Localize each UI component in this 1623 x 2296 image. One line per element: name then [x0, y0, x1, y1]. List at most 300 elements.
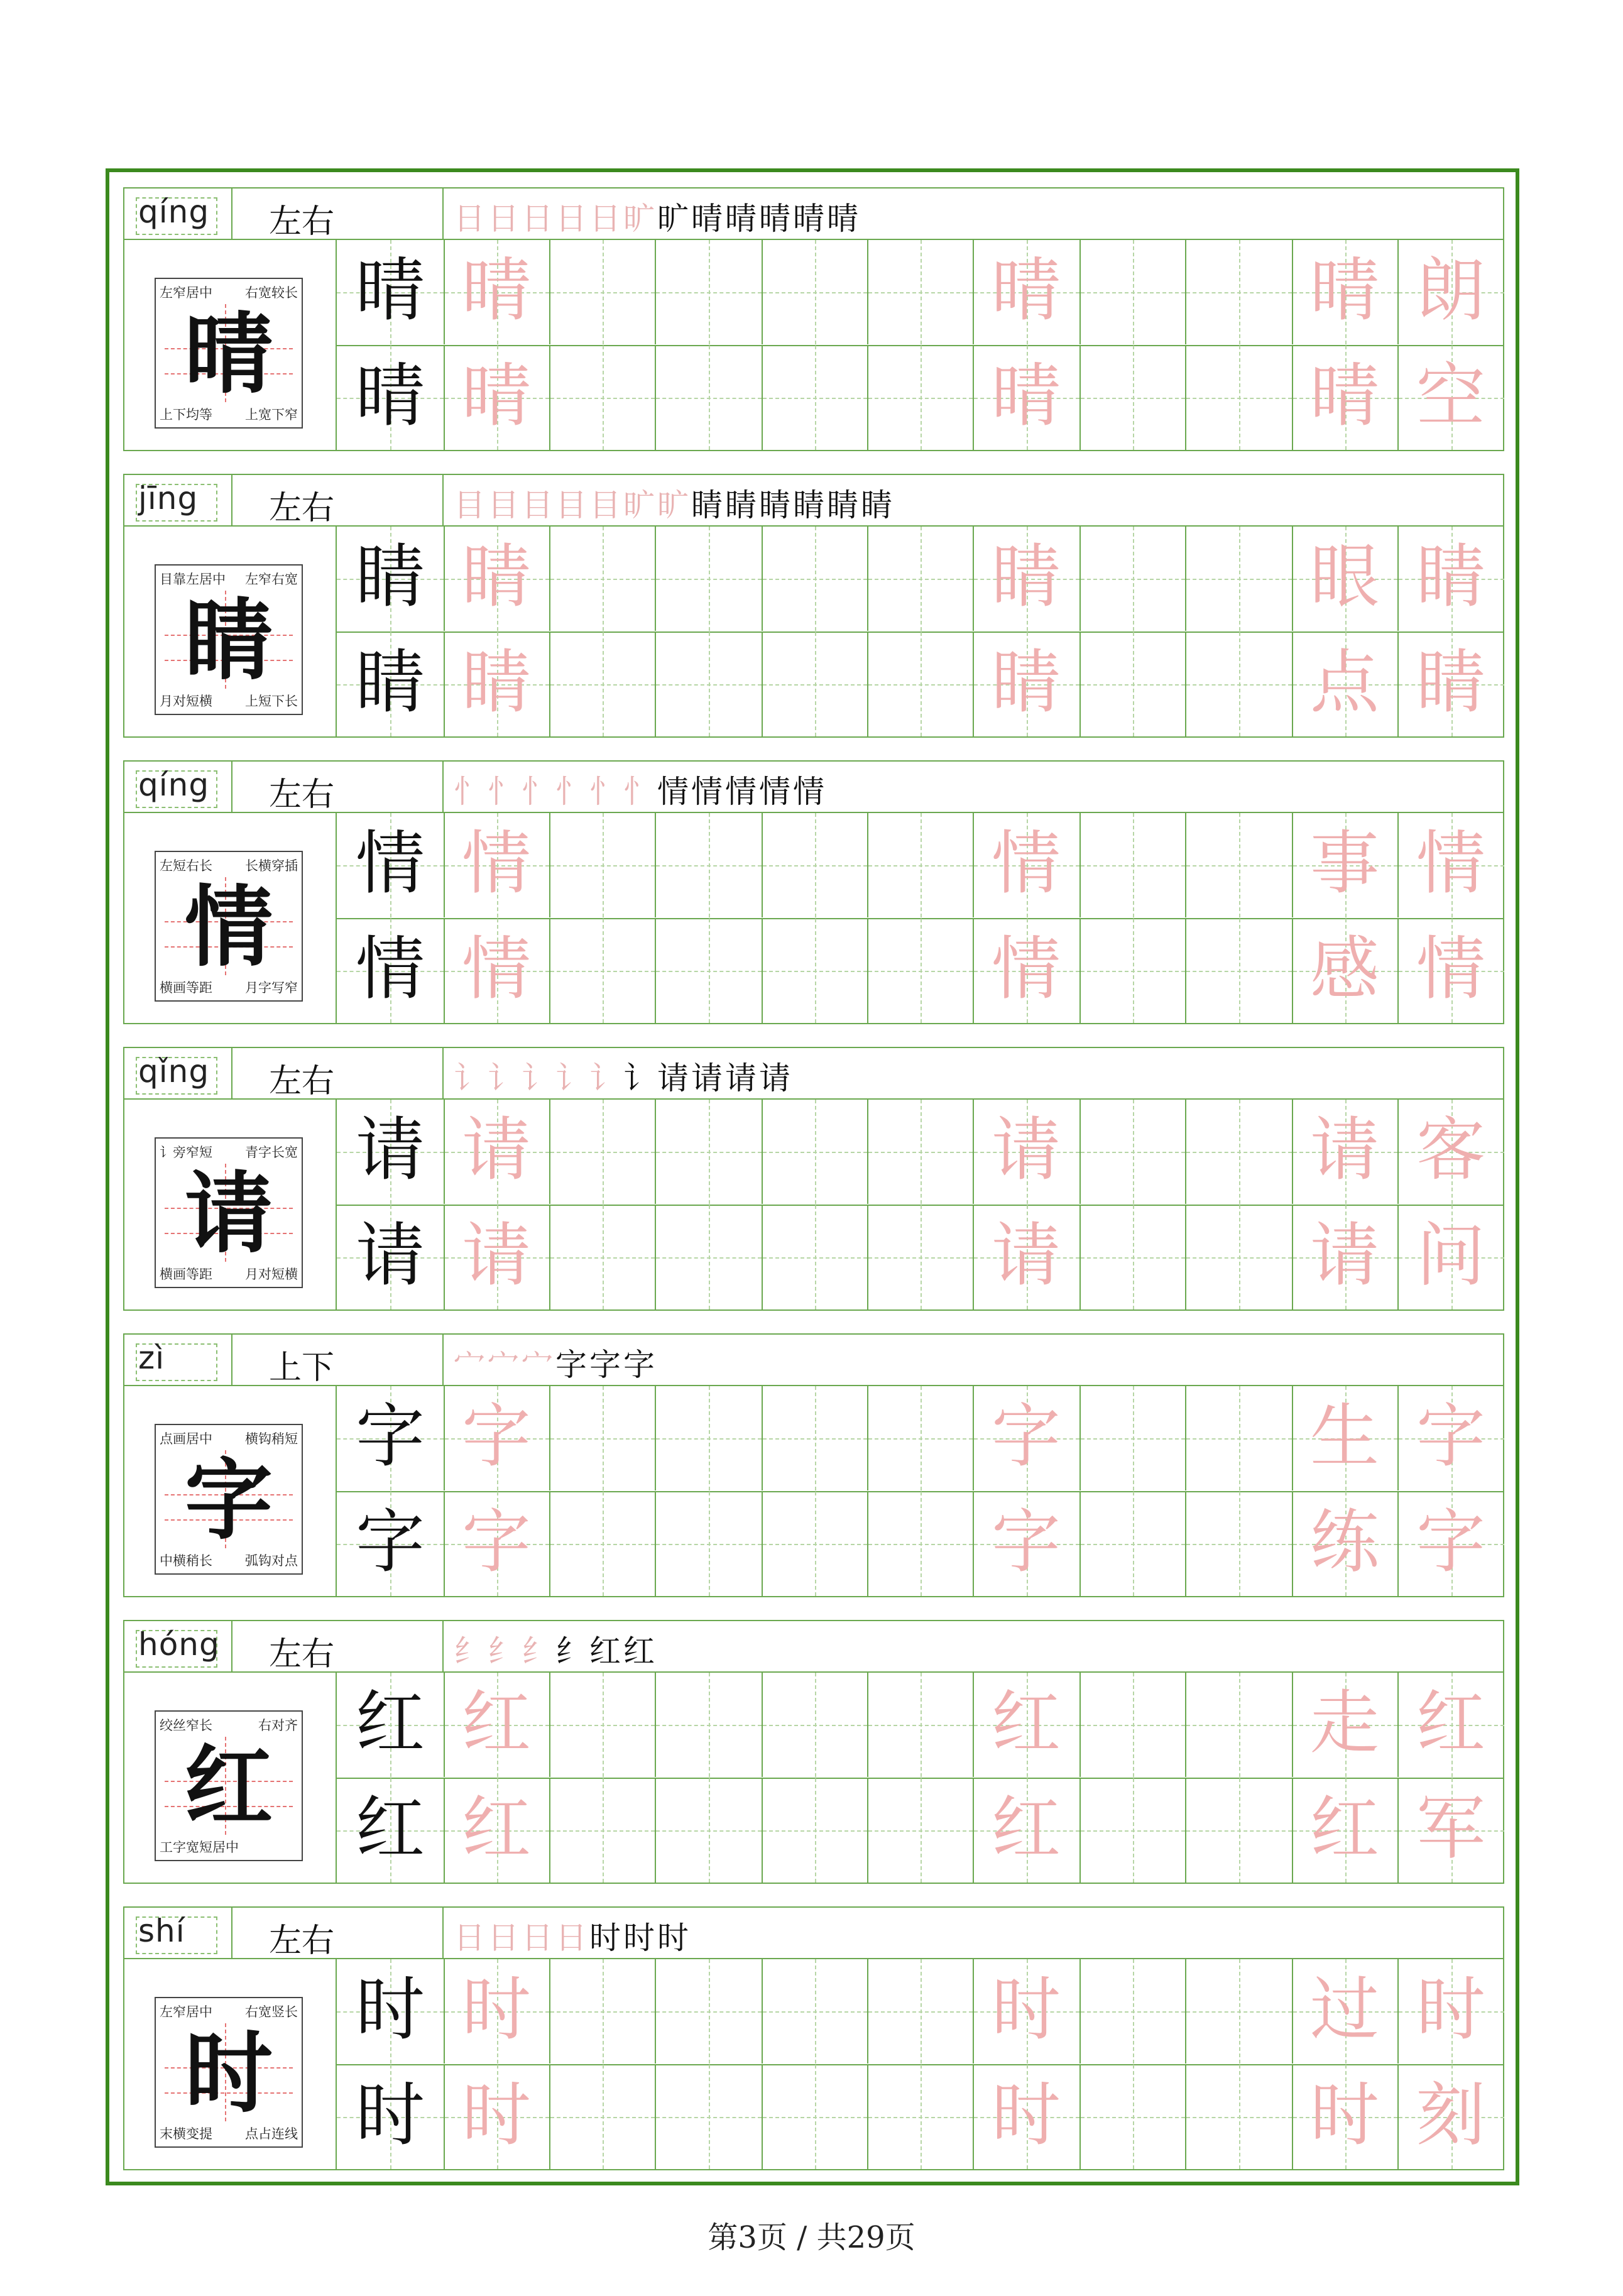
- character-block: [123, 1047, 1504, 1311]
- stroke-step: 晴: [759, 200, 793, 237]
- grid-cell: [1079, 1100, 1185, 1204]
- stroke-step: 宀: [522, 1347, 555, 1383]
- grid-cell: [762, 1673, 867, 1777]
- example-char: 请: [184, 1162, 273, 1266]
- word-char-2: 问: [1416, 1215, 1485, 1296]
- tip-top-right: 右宽较长: [245, 285, 298, 300]
- grid-cell: [1079, 240, 1185, 344]
- grid-cell: [867, 1386, 973, 1490]
- tip-bottom-left: 工字宽短居中: [160, 1840, 239, 1855]
- grid-cell: [655, 346, 762, 450]
- practice-row: [337, 1205, 1504, 1310]
- stroke-step: 纟: [488, 1633, 522, 1670]
- stroke-step: 睛: [861, 487, 895, 523]
- grid-cell: [655, 632, 762, 736]
- stroke-step: 忄: [522, 774, 555, 810]
- stroke-step: 日: [522, 200, 555, 237]
- model-char: 情: [356, 929, 425, 1009]
- block-header: [123, 1333, 1504, 1386]
- stroke-step: 日: [454, 200, 488, 237]
- tip-top-left: 绞丝窄长: [160, 1718, 212, 1733]
- structure-label: 左右: [269, 203, 335, 241]
- trace-char: 红: [992, 1788, 1061, 1869]
- word-char-2: 朗: [1416, 250, 1485, 331]
- trace-char: 晴: [992, 250, 1061, 331]
- grid-cell: [549, 2065, 655, 2169]
- model-char: 字: [356, 1502, 425, 1582]
- stroke-step: 旷: [623, 487, 657, 523]
- example-cell: [124, 1100, 337, 1309]
- word-char-2: 字: [1416, 1502, 1485, 1582]
- grid-cell: [1079, 527, 1185, 631]
- trace-char: 情: [992, 929, 1061, 1009]
- grid-cell: [549, 240, 655, 344]
- grid-cell: [549, 1959, 655, 2064]
- example-char: 字: [184, 1449, 273, 1552]
- pinyin: qíng: [138, 767, 210, 803]
- grid-cell: [549, 1778, 655, 1883]
- trace-char: 字: [462, 1502, 531, 1582]
- stroke-order: [454, 480, 895, 525]
- word-char-2: 情: [1416, 929, 1485, 1009]
- trace-char: 晴: [462, 356, 531, 436]
- stroke-step: 旷: [623, 200, 657, 237]
- practice-row: [337, 1673, 1504, 1779]
- trace-char: 字: [992, 1396, 1061, 1477]
- example-cell: [124, 1673, 337, 1883]
- model-char: 晴: [356, 356, 425, 436]
- trace-char: 红: [462, 1683, 531, 1763]
- stroke-step: 讠: [623, 1060, 657, 1096]
- example-cell: [124, 813, 337, 1023]
- grid-cell: [867, 1673, 973, 1777]
- grid-cell: [1185, 1492, 1292, 1596]
- practice-row: [337, 919, 1504, 1024]
- stroke-step: 目: [555, 487, 589, 523]
- stroke-step: 日: [488, 1920, 522, 1956]
- grid-cell: [549, 1386, 655, 1490]
- word-char-2: 刻: [1416, 2075, 1485, 2155]
- stroke-step: 情: [657, 774, 691, 810]
- stroke-step: 时: [657, 1920, 691, 1956]
- block-header: [123, 187, 1504, 240]
- tip-bottom-left: 横画等距: [160, 980, 212, 995]
- grid-cell: [655, 1673, 762, 1777]
- model-char: 请: [356, 1215, 425, 1296]
- pinyin: qǐng: [138, 1053, 210, 1090]
- grid-cell: [1185, 527, 1292, 631]
- trace-char: 时: [992, 1969, 1061, 2050]
- stroke-order: [454, 767, 827, 812]
- stroke-step: 忄: [454, 774, 488, 810]
- grid-cell: [1079, 813, 1185, 917]
- stroke-step: 字: [623, 1347, 657, 1383]
- word-char-2: 空: [1416, 356, 1485, 436]
- tip-bottom-right: 弧钩对点: [245, 1553, 298, 1568]
- grid-cell: [1079, 2065, 1185, 2169]
- pinyin: shí: [138, 1913, 185, 1949]
- grid-cell: [1079, 1492, 1185, 1596]
- grid-cell: [867, 346, 973, 450]
- word-char-1: 感: [1310, 929, 1379, 1009]
- grid-cell: [762, 240, 867, 344]
- grid-cell: [1079, 1205, 1185, 1309]
- word-char-1: 请: [1310, 1215, 1379, 1296]
- trace-char: 晴: [462, 250, 531, 331]
- trace-char: 请: [462, 1215, 531, 1296]
- writing-tip-card: [155, 1137, 303, 1288]
- practice-row: [337, 1492, 1504, 1597]
- grid-cell: [1185, 1959, 1292, 2064]
- grid-cell: [1185, 1100, 1292, 1204]
- grid-cell: [762, 1778, 867, 1883]
- tip-bottom-left: 上下均等: [160, 407, 212, 422]
- stroke-step: 纟: [522, 1633, 555, 1670]
- stroke-step: 忄: [589, 774, 623, 810]
- grid-cell: [762, 919, 867, 1023]
- grid-cell: [655, 240, 762, 344]
- grid-cell: [762, 632, 867, 736]
- pinyin: jīng: [138, 480, 199, 517]
- grid-cell: [1079, 346, 1185, 450]
- trace-char: 时: [462, 2075, 531, 2155]
- word-char-2: 军: [1416, 1788, 1485, 1869]
- stroke-step: 晴: [691, 200, 725, 237]
- tip-top-left: 左窄居中: [160, 285, 212, 300]
- grid-cell: [549, 1492, 655, 1596]
- stroke-step: 时: [589, 1920, 623, 1956]
- trace-char: 睛: [462, 537, 531, 617]
- grid-cell: [549, 346, 655, 450]
- grid-cell: [762, 2065, 867, 2169]
- character-block: [123, 187, 1504, 451]
- grid-cell: [549, 1205, 655, 1309]
- grid-cell: [655, 813, 762, 917]
- practice-row: [337, 2065, 1504, 2170]
- grid-cell: [549, 527, 655, 631]
- stroke-step: 讠: [555, 1060, 589, 1096]
- tip-bottom-left: 中横稍长: [160, 1553, 212, 1568]
- stroke-step: 睛: [793, 487, 827, 523]
- tip-top-left: 左窄居中: [160, 2004, 212, 2020]
- stroke-step: 忄: [623, 774, 657, 810]
- structure-label: 左右: [269, 1922, 335, 1960]
- practice-grid: [123, 1959, 1504, 2170]
- structure-label: 上下: [269, 1349, 335, 1387]
- pinyin-cell: [124, 189, 232, 239]
- practice-grid: [123, 240, 1504, 451]
- example-char: 晴: [184, 303, 273, 406]
- trace-char: 请: [992, 1215, 1061, 1296]
- character-block: [123, 760, 1504, 1024]
- word-char-1: 红: [1310, 1788, 1379, 1869]
- grid-cell: [1079, 1778, 1185, 1883]
- example-char: 红: [184, 1736, 273, 1839]
- stroke-step: 宀: [454, 1347, 488, 1383]
- trace-char: 情: [992, 823, 1061, 904]
- tip-top-left: 目靠左居中: [160, 572, 226, 587]
- word-char-1: 走: [1310, 1683, 1379, 1763]
- example-cell: [124, 1959, 337, 2169]
- trace-char: 情: [462, 823, 531, 904]
- grid-cell: [549, 813, 655, 917]
- grid-cell: [867, 240, 973, 344]
- writing-tip-card: [155, 1997, 303, 2148]
- example-char: 睛: [184, 589, 273, 692]
- stroke-step: 日: [555, 200, 589, 237]
- model-char: 睛: [356, 642, 425, 723]
- pinyin-cell: [124, 1048, 232, 1098]
- model-char: 红: [356, 1683, 425, 1763]
- trace-char: 时: [462, 1969, 531, 2050]
- trace-char: 睛: [462, 642, 531, 723]
- stroke-step: 晴: [827, 200, 861, 237]
- grid-cell: [762, 1205, 867, 1309]
- tip-top-right: 右宽竖长: [245, 2004, 298, 2020]
- grid-cell: [867, 1100, 973, 1204]
- example-cell: [124, 240, 337, 450]
- stroke-step: 时: [623, 1920, 657, 1956]
- model-char: 字: [356, 1396, 425, 1477]
- stroke-step: 日: [488, 200, 522, 237]
- pinyin-cell: [124, 762, 232, 812]
- page-number: 第3页 / 共29页: [708, 2220, 915, 2255]
- practice-row: [337, 632, 1504, 737]
- stroke-order: [454, 1053, 793, 1098]
- word-char-1: 晴: [1310, 250, 1379, 331]
- writing-tip-card: [155, 851, 303, 1002]
- tip-bottom-left: 月对短横: [160, 694, 212, 709]
- practice-row: [337, 240, 1504, 346]
- stroke-step: 请: [759, 1060, 793, 1096]
- pinyin-cell: [124, 1908, 232, 1958]
- grid-cell: [655, 527, 762, 631]
- block-header: [123, 1906, 1504, 1959]
- grid-cell: [762, 1386, 867, 1490]
- block-header: [123, 1620, 1504, 1673]
- tip-bottom-right: 上短下长: [245, 694, 298, 709]
- tip-top-right: 左窄右宽: [245, 572, 298, 587]
- grid-cell: [655, 2065, 762, 2169]
- grid-cell: [655, 1778, 762, 1883]
- grid-cell: [1185, 2065, 1292, 2169]
- stroke-step: 讠: [589, 1060, 623, 1096]
- grid-cell: [762, 527, 867, 631]
- stroke-step: 纟: [454, 1633, 488, 1670]
- character-block: [123, 1906, 1504, 2170]
- stroke-step: 情: [793, 774, 827, 810]
- stroke-step: 旷: [657, 487, 691, 523]
- practice-row: [337, 813, 1504, 919]
- trace-char: 字: [992, 1502, 1061, 1582]
- trace-char: 睛: [992, 537, 1061, 617]
- block-header: [123, 760, 1504, 813]
- grid-cell: [1185, 1673, 1292, 1777]
- word-char-2: 情: [1416, 823, 1485, 904]
- stroke-step: 请: [657, 1060, 691, 1096]
- stroke-order: [454, 1340, 657, 1385]
- stroke-step: 字: [589, 1347, 623, 1383]
- tip-top-left: 讠旁窄短: [160, 1145, 212, 1160]
- practice-row: [337, 1959, 1504, 2065]
- model-char: 红: [356, 1788, 425, 1869]
- grid-cell: [1079, 1959, 1185, 2064]
- stroke-step: 讠: [488, 1060, 522, 1096]
- word-char-1: 练: [1310, 1502, 1379, 1582]
- structure-label: 左右: [269, 1063, 335, 1100]
- word-char-1: 生: [1310, 1396, 1379, 1477]
- stroke-step: 目: [522, 487, 555, 523]
- pinyin: hóng: [138, 1626, 220, 1663]
- grid-cell: [1185, 1205, 1292, 1309]
- structure-label: 左右: [269, 776, 335, 814]
- trace-char: 请: [992, 1110, 1061, 1190]
- practice-grid: [123, 813, 1504, 1024]
- trace-char: 字: [462, 1396, 531, 1477]
- stroke-step: 睛: [691, 487, 725, 523]
- grid-cell: [655, 1959, 762, 2064]
- practice-row: [337, 1386, 1504, 1492]
- pinyin: zì: [138, 1340, 165, 1376]
- stroke-step: 红: [623, 1633, 657, 1670]
- block-header: [123, 1047, 1504, 1100]
- word-char-2: 客: [1416, 1110, 1485, 1190]
- writing-tip-card: [155, 278, 303, 429]
- structure-label: 左右: [269, 1636, 335, 1673]
- tip-bottom-right: 月对短横: [245, 1267, 298, 1282]
- structure-label: 左右: [269, 489, 335, 527]
- stroke-step: 请: [691, 1060, 725, 1096]
- stroke-step: 睛: [827, 487, 861, 523]
- example-char: 情: [184, 876, 273, 979]
- practice-grid: [123, 1673, 1504, 1884]
- stroke-step: 日: [589, 200, 623, 237]
- practice-row: [337, 1778, 1504, 1883]
- tip-bottom-left: 横画等距: [160, 1267, 212, 1282]
- stroke-step: 忄: [555, 774, 589, 810]
- stroke-step: 讠: [454, 1060, 488, 1096]
- model-char: 情: [356, 823, 425, 904]
- tip-top-left: 点画居中: [160, 1431, 212, 1446]
- stroke-step: 晴: [793, 200, 827, 237]
- stroke-step: 情: [725, 774, 759, 810]
- grid-cell: [549, 1100, 655, 1204]
- character-block: [123, 1620, 1504, 1884]
- practice-row: [337, 527, 1504, 633]
- word-char-1: 眼: [1310, 537, 1379, 617]
- grid-cell: [867, 1778, 973, 1883]
- practice-grid: [123, 1100, 1504, 1311]
- stroke-order: [454, 194, 861, 239]
- stroke-step: 情: [759, 774, 793, 810]
- grid-cell: [1185, 632, 1292, 736]
- tip-top-left: 左短右长: [160, 858, 212, 873]
- grid-cell: [762, 1959, 867, 2064]
- block-header: [123, 474, 1504, 527]
- grid-cell: [1185, 813, 1292, 917]
- tip-bottom-right: 上宽下窄: [245, 407, 298, 422]
- grid-cell: [762, 346, 867, 450]
- grid-cell: [1185, 240, 1292, 344]
- character-block: [123, 474, 1504, 738]
- trace-char: 请: [462, 1110, 531, 1190]
- tip-top-right: 右对齐: [258, 1718, 298, 1733]
- word-char-2: 睛: [1416, 642, 1485, 723]
- pinyin-cell: [124, 475, 232, 525]
- grid-cell: [1185, 1386, 1292, 1490]
- word-char-1: 点: [1310, 642, 1379, 723]
- stroke-step: 纟: [555, 1633, 589, 1670]
- pinyin: qíng: [138, 194, 210, 230]
- grid-cell: [867, 813, 973, 917]
- grid-cell: [867, 632, 973, 736]
- tip-bottom-right: 月字写窄: [245, 980, 298, 995]
- stroke-step: 忄: [488, 774, 522, 810]
- grid-cell: [1185, 1778, 1292, 1883]
- writing-tip-card: [155, 1424, 303, 1575]
- tip-bottom-left: 末横变提: [160, 2126, 212, 2141]
- practice-row: [337, 346, 1504, 451]
- grid-cell: [867, 1205, 973, 1309]
- practice-grid: [123, 1386, 1504, 1597]
- tip-top-right: 长横穿插: [245, 858, 298, 873]
- grid-cell: [549, 919, 655, 1023]
- trace-char: 情: [462, 929, 531, 1009]
- stroke-step: 请: [725, 1060, 759, 1096]
- trace-char: 时: [992, 2075, 1061, 2155]
- trace-char: 晴: [992, 356, 1061, 436]
- trace-char: 红: [992, 1683, 1061, 1763]
- word-char-2: 睛: [1416, 537, 1485, 617]
- grid-cell: [1079, 919, 1185, 1023]
- grid-cell: [1079, 1673, 1185, 1777]
- stroke-step: 情: [691, 774, 725, 810]
- model-char: 睛: [356, 537, 425, 617]
- stroke-step: 目: [454, 487, 488, 523]
- stroke-step: 红: [589, 1633, 623, 1670]
- pinyin-cell: [124, 1335, 232, 1385]
- grid-cell: [1185, 919, 1292, 1023]
- grid-cell: [867, 919, 973, 1023]
- grid-cell: [762, 813, 867, 917]
- grid-cell: [762, 1100, 867, 1204]
- stroke-step: 旷: [657, 200, 691, 237]
- character-block: [123, 1333, 1504, 1597]
- practice-grid: [123, 527, 1504, 738]
- grid-cell: [1185, 346, 1292, 450]
- writing-tip-card: [155, 564, 303, 715]
- grid-cell: [549, 632, 655, 736]
- grid-cell: [867, 1959, 973, 2064]
- stroke-step: 睛: [759, 487, 793, 523]
- stroke-step: 日: [555, 1920, 589, 1956]
- tip-top-right: 横钩稍短: [245, 1431, 298, 1446]
- stroke-step: 讠: [522, 1060, 555, 1096]
- word-char-2: 字: [1416, 1396, 1485, 1477]
- model-char: 请: [356, 1110, 425, 1190]
- word-char-2: 时: [1416, 1969, 1485, 2050]
- grid-cell: [655, 1492, 762, 1596]
- stroke-step: 日: [522, 1920, 555, 1956]
- stroke-step: 睛: [725, 487, 759, 523]
- stroke-order: [454, 1913, 691, 1958]
- trace-char: 红: [462, 1788, 531, 1869]
- stroke-step: 字: [555, 1347, 589, 1383]
- tip-top-right: 青字长宽: [245, 1145, 298, 1160]
- example-cell: [124, 1386, 337, 1596]
- stroke-step: 目: [488, 487, 522, 523]
- grid-cell: [867, 2065, 973, 2169]
